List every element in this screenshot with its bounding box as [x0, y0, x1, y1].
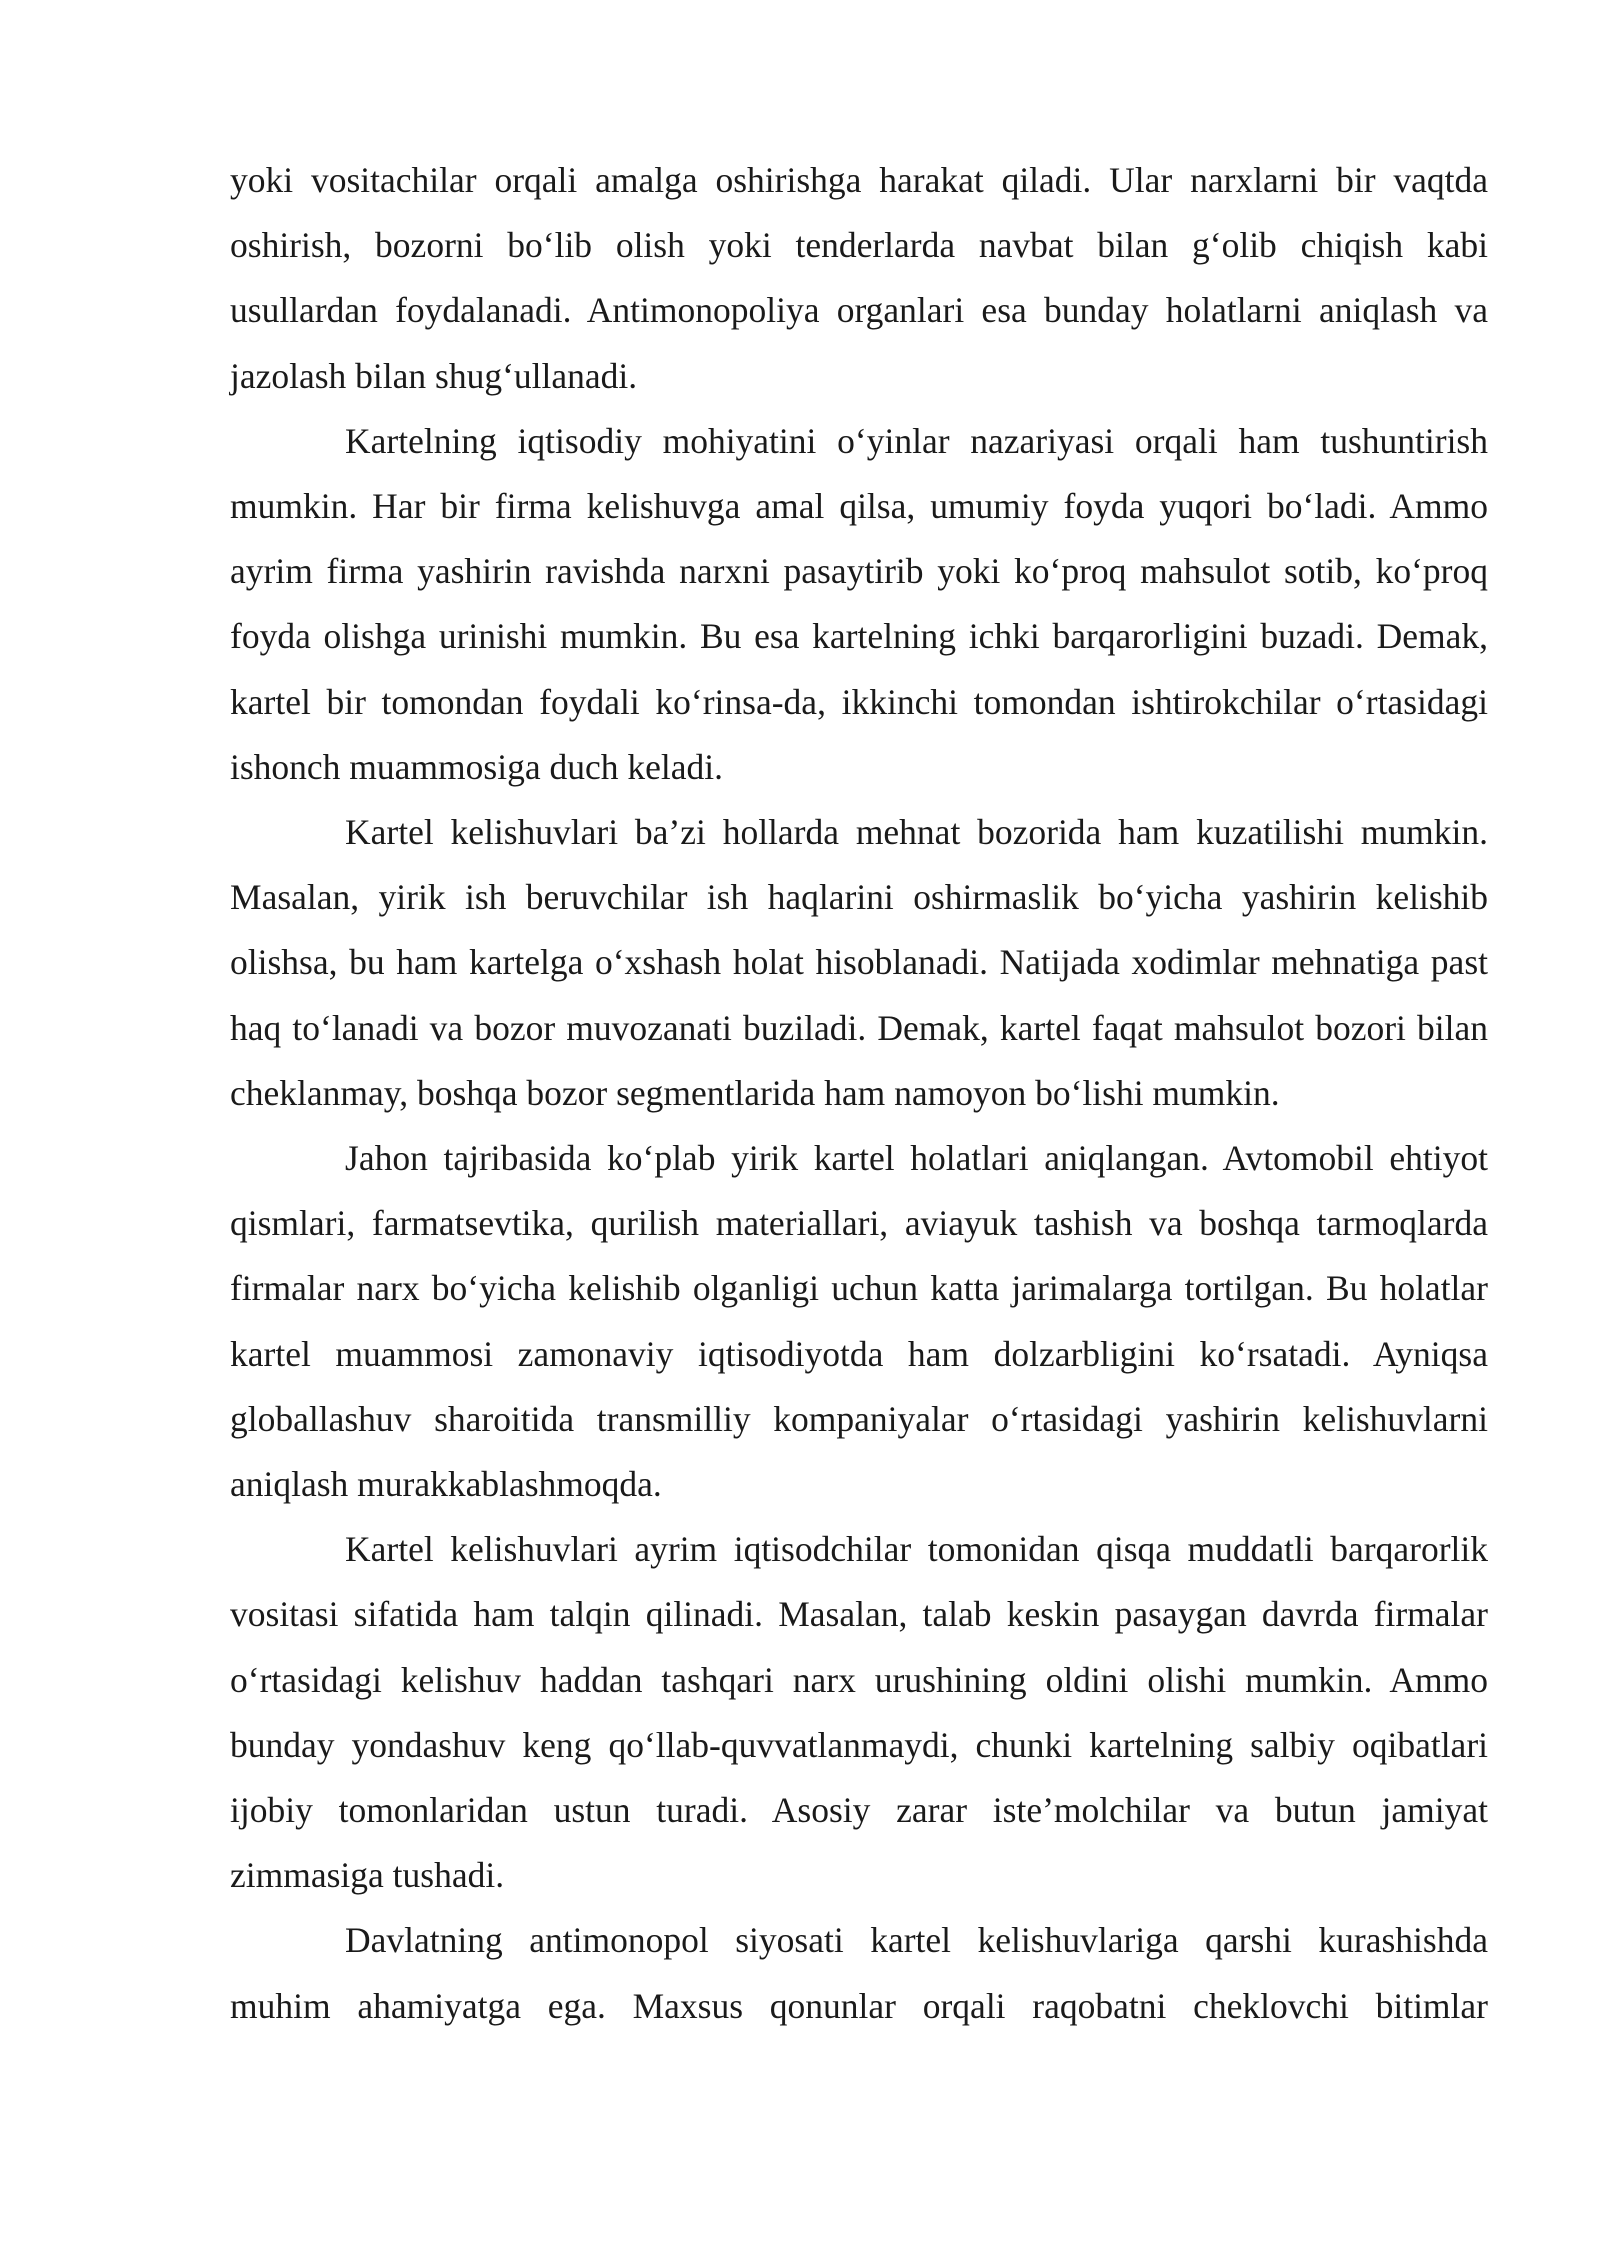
paragraph-6: Davlatning antimonopol siyosati kartel kelishuvlariga qarshi kurashishda muhim ahamiyatga ega. Maxsus qonunlar orqali raqobatni cheklovchi bitimlar [230, 1920, 1488, 2026]
paragraph-2: Kartelning iqtisodiy mohiyatini o‘yinlar nazariyasi orqali ham tushuntirish mumkin. Har bir firma kelishuvga amal qilsa, umumiy foyda yuqori bo‘ladi. Ammo ayrim firma yashirin ravishda narxni pasaytirib yoki ko‘proq mahsulot sotib, ko‘proq foyda olishga urinishi mumkin. Bu esa kartelning ichki barqarorligini buzadi. Demak, kartel bir tomondan foydali ko‘rinsa-da, ikkinchi tomondan ishtirokchilar o‘rtasidagi ishonch muammosiga duch keladi. [230, 420, 1488, 787]
paragraph-3: Kartel kelishuvlari ba’zi hollarda mehnat bozorida ham kuzatilishi mumkin. Masalan, yirik ish beruvchilar ish haqlarini oshirmaslik bo‘yicha yashirin kelishib olishsa, bu ham kartelga o‘xshash holat hisoblanadi. Natijada xodimlar mehnatiga past haq to‘lanadi va bozor muvozanati buziladi. Demak, kartel faqat mahsulot bozori bilan cheklanmay, boshqa bozor segmentlarida ham namoyon bo‘lishi mumkin. [230, 812, 1488, 1113]
paragraph-5: Kartel kelishuvlari ayrim iqtisodchilar tomonidan qisqa muddatli barqarorlik vositasi sifatida ham talqin qilinadi. Masalan, talab keskin pasaygan davrda firmalar o‘rtasidagi kelishuv haddan tashqari narx urushining oldini olishi mumkin. Ammo bunday yondashuv keng qo‘llab-quvvatlanmaydi, chunki kartelning salbiy oqibatlari ijobiy tomonlaridan ustun turadi. Asosiy zarar iste’molchilar va butun jamiyat zimmasiga tushadi. [230, 1529, 1488, 1896]
paragraph-1: yoki vositachilar orqali amalga oshirishga harakat qiladi. Ular narxlarni bir vaqtda oshirish, bozorni bo‘lib olish yoki tenderlarda navbat bilan g‘olib chiqish kabi usullardan foydalanadi. Antimonopoliya organlari esa bunday holatlarni aniqlash va jazolash bilan shug‘ullanadi. [230, 160, 1488, 396]
body-text [230, 148, 1488, 2039]
paragraph-4: Jahon tajribasida ko‘plab yirik kartel holatlari aniqlangan. Avtomobil ehtiyot qismlari, farmatsevtika, qurilish materiallari, aviayuk tashish va boshqa tarmoqlarda firmalar narx bo‘yicha kelishib olganligi uchun katta jarimalarga tortilgan. Bu holatlar kartel muammosi zamonaviy iqtisodiyotda ham dolzarbligini ko‘rsatadi. Ayniqsa globallashuv sharoitida transmilliy kompaniyalar o‘rtasidagi yashirin kelishuvlarni aniqlash murakkablashmoqda. [230, 1138, 1488, 1505]
